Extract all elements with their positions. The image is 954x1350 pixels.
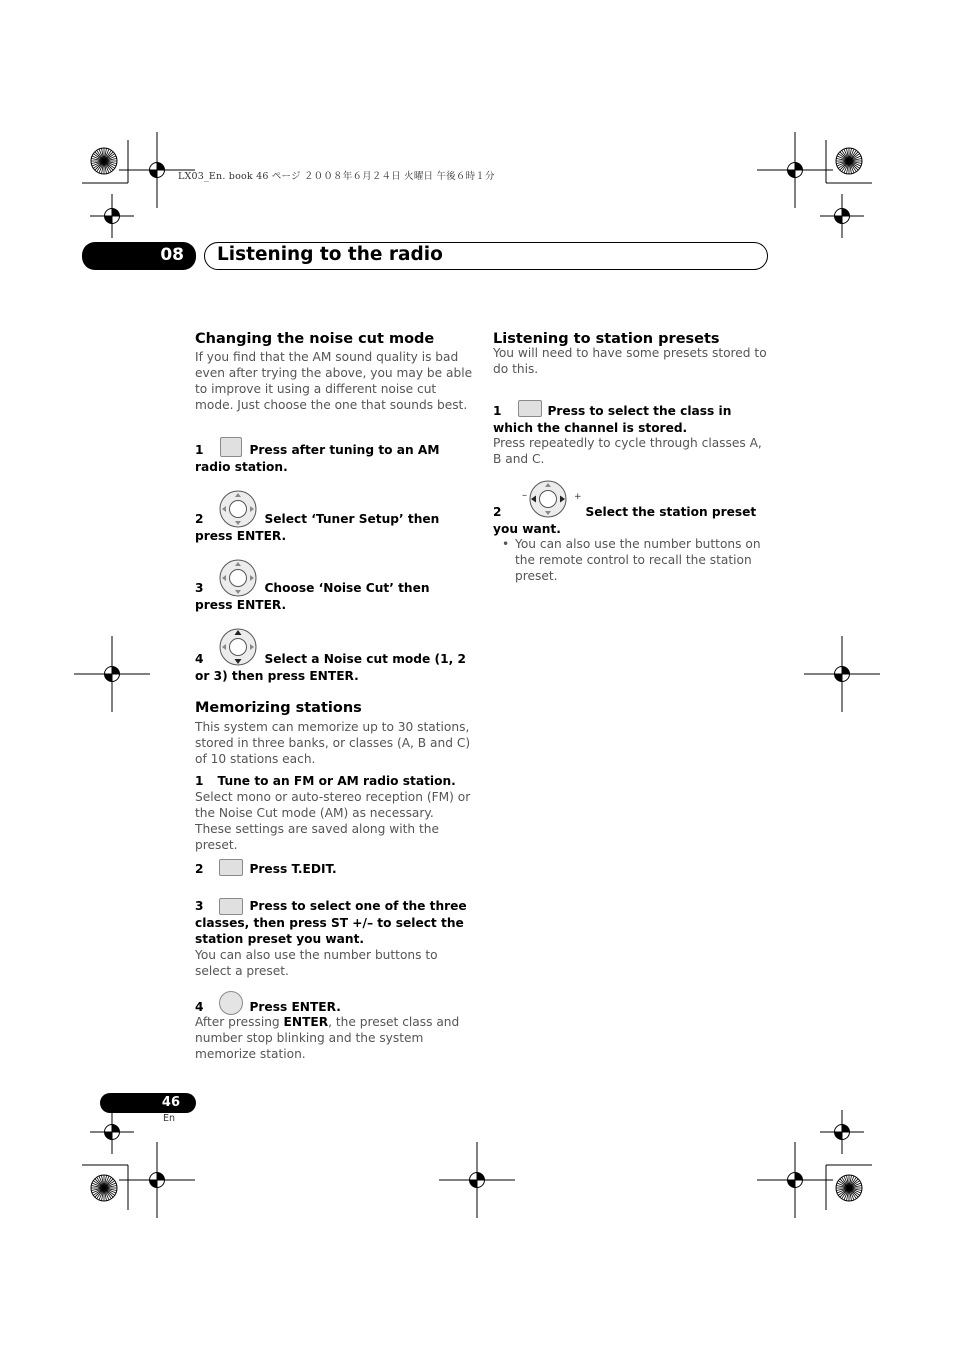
memorizing-intro: This system can memorize up to 30 stations, stored in three banks, or classes (A, B and C) of 10 stations each.	[195, 720, 471, 766]
presets-heading: Listening to station presets	[493, 331, 720, 347]
chapter-number-pill	[82, 242, 196, 270]
noise-cut-heading: Changing the noise cut mode	[195, 331, 435, 347]
presets-step-1-body: Press repeatedly to cycle through classes A, B and C.	[493, 436, 762, 466]
presets-step-1: 1 Press to select the class in which the channel is stored.	[493, 404, 732, 435]
memorizing-heading: Memorizing stations	[195, 700, 362, 716]
noise-cut-step-2: 2 Select ‘Tuner Setup’ then press ENTER.	[195, 512, 440, 543]
presets-step-2: 2 Select the station preset you want.	[493, 505, 757, 536]
plus-label: +	[574, 492, 582, 502]
chapter-number: 08	[160, 245, 184, 265]
memorizing-step-1: 1 Tune to an FM or AM radio station.	[195, 774, 456, 788]
noise-cut-intro: If you find that the AM sound quality is bad even after trying the above, you may be able to improve it using a different noise cut mode. Just choose the one that sounds best.	[195, 350, 473, 412]
minus-label: –	[522, 490, 527, 501]
memorizing-step-2: 2 Press T.EDIT.	[195, 862, 337, 876]
page-number: 46	[161, 1095, 180, 1110]
noise-cut-step-1: 1 Press after tuning to an AM radio station.	[195, 443, 440, 474]
presets-bullet: You can also use the number buttons on the remote control to recall the station preset.	[515, 537, 761, 583]
noise-cut-step-4: 4 Select a Noise cut mode (1, 2 or 3) then press ENTER.	[195, 652, 466, 683]
chapter-title: Listening to the radio	[217, 244, 443, 265]
print-info: LX03_En. book 46 ページ ２００８年６月２４日 火曜日 午後６時１分	[178, 171, 495, 182]
memorizing-step-4: 4 Press ENTER.	[195, 1000, 341, 1014]
memorizing-step-3-body: You can also use the number buttons to select a preset.	[195, 948, 438, 978]
language-label: En	[163, 1113, 176, 1124]
memorizing-step-1-body: Select mono or auto-stereo reception (FM) or the Noise Cut mode (AM) as necessary. These settings are saved along with the preset.	[195, 790, 471, 852]
noise-cut-step-3: 3 Choose ‘Noise Cut’ then press ENTER.	[195, 581, 430, 612]
chapter-title-box	[204, 242, 768, 270]
memorizing-step-3: 3 Press to select one of the three classes, then press ST +/– to select the station preset you want.	[195, 899, 467, 946]
bullet-dot: •	[502, 537, 510, 551]
memorizing-step-4-body: After pressing ENTER, the preset class and number stop blinking and the system memorize station.	[195, 1015, 460, 1061]
presets-intro: You will need to have some presets stored to do this.	[493, 346, 767, 376]
page-number-pill	[100, 1093, 196, 1113]
